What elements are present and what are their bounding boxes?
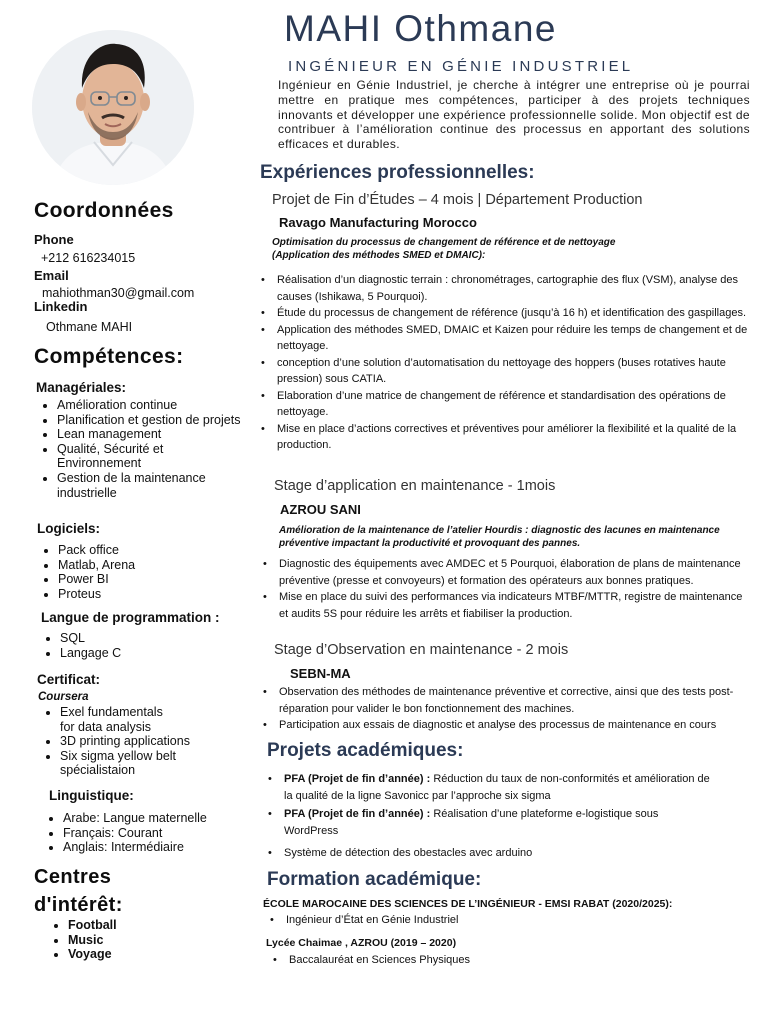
education-section-title: Formation académique:	[267, 869, 482, 890]
list-item: • SQL	[60, 631, 230, 646]
job-2-company: AZROU SANI	[280, 502, 361, 517]
programming-skills-head: Langue de programmation :	[41, 610, 220, 625]
list-item: • Étude du processus de changement de référence (jusqu’à 16 h) et identification des gaspillages.	[277, 305, 749, 322]
software-skills-head: Logiciels:	[37, 521, 101, 536]
languages-head: Linguistique:	[49, 788, 134, 803]
project-1-text: Réduction du taux de non-conformités et amélioration de la qualité de la ligne Savonicc par l’approche six sigma	[284, 773, 710, 802]
candidate-name: MAHI Othmane	[284, 8, 557, 49]
list-item: • Diagnostic des équipements avec AMDEC et 5 Pourquoi, élaboration de plans de maintenance préventive (presse et convoyeurs) et formation des opérateurs aux bonnes pratiques.	[279, 556, 747, 589]
phone-value[interactable]: +212 616234015	[41, 251, 136, 265]
list-item: • Voyage	[68, 947, 208, 962]
education-1-details	[268, 912, 726, 929]
projects-list	[266, 771, 714, 862]
interests-title-line1: Centres	[34, 866, 112, 888]
profile-summary: Ingénieur en Génie Industriel, je cherche à intégrer une entreprise où je pourrai mettre en pratique mes compétences, participer à des projets techniques innovants et développer une expérience professionnelle solide. Mon objectif est de contribuer à l’amélioration continue des processus en apportant des solutions efficaces et durables.	[278, 78, 750, 152]
interests-title-line2: d'intérêt:	[34, 894, 123, 916]
list-item	[284, 845, 714, 862]
education-1-school: ÉCOLE MAROCAINE DES SCIENCES DE L’INGÉNIEUR - EMSI RABAT (2020/2025):	[263, 898, 673, 910]
project-2-label: PFA (Projet de fin d’année) :	[284, 808, 431, 820]
profile-photo	[32, 30, 194, 185]
job-2-description: Amélioration de la maintenance de l’atelier Hourdis : diagnostic des lacunes en maintenance préventive impactant la productivité et provoquant des pannes.	[279, 525, 720, 549]
list-item: • Music	[68, 933, 208, 948]
contact-section-title: Coordonnées	[34, 199, 174, 222]
list-item	[284, 806, 714, 839]
list-item: • Six sigma yellow belt spécialistaion	[60, 749, 185, 778]
interests-list	[46, 918, 208, 962]
list-item: • Français: Courant	[63, 826, 243, 841]
linkedin-label: Linkedin	[34, 299, 88, 314]
list-item: • Amélioration continue	[57, 398, 245, 413]
list-item: • Arabe: Langue maternelle	[63, 811, 243, 826]
list-item: • Observation des méthodes de maintenance préventive et corrective, ainsi que des tests post-réparation pour valider le bon fonctionnement des machines.	[279, 684, 747, 717]
list-item: • 3D printing applications	[60, 734, 220, 749]
job-3-bullets	[261, 684, 747, 734]
certificate-provider: Coursera	[38, 691, 89, 703]
left-column	[0, 0, 248, 1024]
list-item: • Planification et gestion de projets	[57, 413, 245, 428]
job-3-head: Stage d’Observation en maintenance - 2 mois	[274, 642, 569, 658]
job-1-head: Projet de Fin d’Études – 4 mois | Département Production	[272, 192, 643, 208]
list-item: • Matlab, Arena	[58, 558, 238, 573]
job-1-bullets	[259, 272, 749, 454]
job-2-head: Stage d’application en maintenance - 1mois	[274, 478, 556, 494]
certificates-list	[38, 705, 220, 778]
programming-skills-list	[38, 631, 230, 660]
list-item: • Mise en place du suivi des performances via indicateurs MTBF/MTTR, registre de maintenance et audits 5S pour réduire les arrêts et fiabiliser la production.	[279, 589, 747, 622]
profile-photo-illustration	[32, 30, 194, 185]
certificates-head: Certificat:	[37, 672, 101, 687]
education-2-details	[271, 952, 729, 969]
candidate-role: INGÉNIEUR EN GÉNIE INDUSTRIEL	[288, 58, 634, 75]
list-item: • Football	[68, 918, 208, 933]
email-label: Email	[34, 268, 69, 283]
list-item: • Baccalauréat en Sciences Physiques	[289, 952, 729, 969]
email-value[interactable]: mahiothman30@gmail.com	[42, 286, 195, 300]
skills-section-title: Compétences:	[34, 345, 184, 368]
list-item: • Anglais: Intermédiaire	[63, 840, 243, 855]
list-item	[284, 771, 714, 804]
list-item: • Elaboration d’une matrice de changement de référence et standardisation des opérations de nettoyage.	[277, 388, 749, 421]
job-2-bullets	[261, 556, 747, 622]
job-1-company: Ravago Manufacturing Morocco	[279, 215, 477, 230]
job-3-company: SEBN-MA	[290, 666, 351, 681]
list-item: • Réalisation d’un diagnostic terrain : chronométrages, cartographie des flux (VSM), analyse des causes (Ishikawa, 5 Pourquoi).	[277, 272, 749, 305]
languages-list	[41, 811, 243, 855]
list-item: • Ingénieur d’État en Génie Industriel	[286, 912, 726, 929]
list-item: • Lean management	[57, 427, 245, 442]
list-item: • Application des méthodes SMED, DMAIC et Kaizen pour réduire les temps de changement et de nettoyage.	[277, 322, 749, 355]
managerial-skills-head: Managériales:	[36, 380, 127, 395]
project-3-text: Système de détection des obestacles avec arduino	[284, 847, 533, 859]
list-item: • Proteus	[58, 587, 238, 602]
list-item: • Qualité, Sécurité et Environnement	[57, 442, 181, 471]
list-item: • conception d’une solution d’automatisation du nettoyage des hoppers (buses rotatives haute pression) sous CATIA.	[277, 355, 749, 388]
list-item: • Mise en place d’actions correctives et préventives pour améliorer la flexibilité et la qualité de la production.	[277, 421, 749, 454]
list-item: • Pack office	[58, 543, 238, 558]
list-item: • Power BI	[58, 572, 238, 587]
list-item: • Langage C	[60, 646, 230, 661]
experience-section-title: Expériences professionnelles:	[260, 162, 535, 183]
list-item: • Exel fundamentals for data analysis	[60, 705, 180, 734]
job-1-description: Optimisation du processus de changement de référence et de nettoyage (Application des méthodes SMED et DMAIC):	[272, 237, 616, 261]
project-2-text: Réalisation d’une plateforme e-logistique sous WordPress	[284, 808, 659, 837]
project-1-label: PFA (Projet de fin d’année) :	[284, 773, 431, 785]
software-skills-list	[36, 543, 238, 601]
phone-label: Phone	[34, 232, 74, 247]
education-2-school: Lycée Chaimae , AZROU (2019 – 2020)	[266, 937, 457, 949]
projects-section-title: Projets académiques:	[267, 740, 464, 761]
linkedin-value[interactable]: Othmane MAHI	[46, 320, 133, 334]
list-item: • Participation aux essais de diagnostic et analyse des processus de maintenance en cours	[279, 717, 747, 734]
list-item: • Gestion de la maintenance industrielle	[57, 471, 217, 500]
managerial-skills-list	[35, 398, 245, 500]
